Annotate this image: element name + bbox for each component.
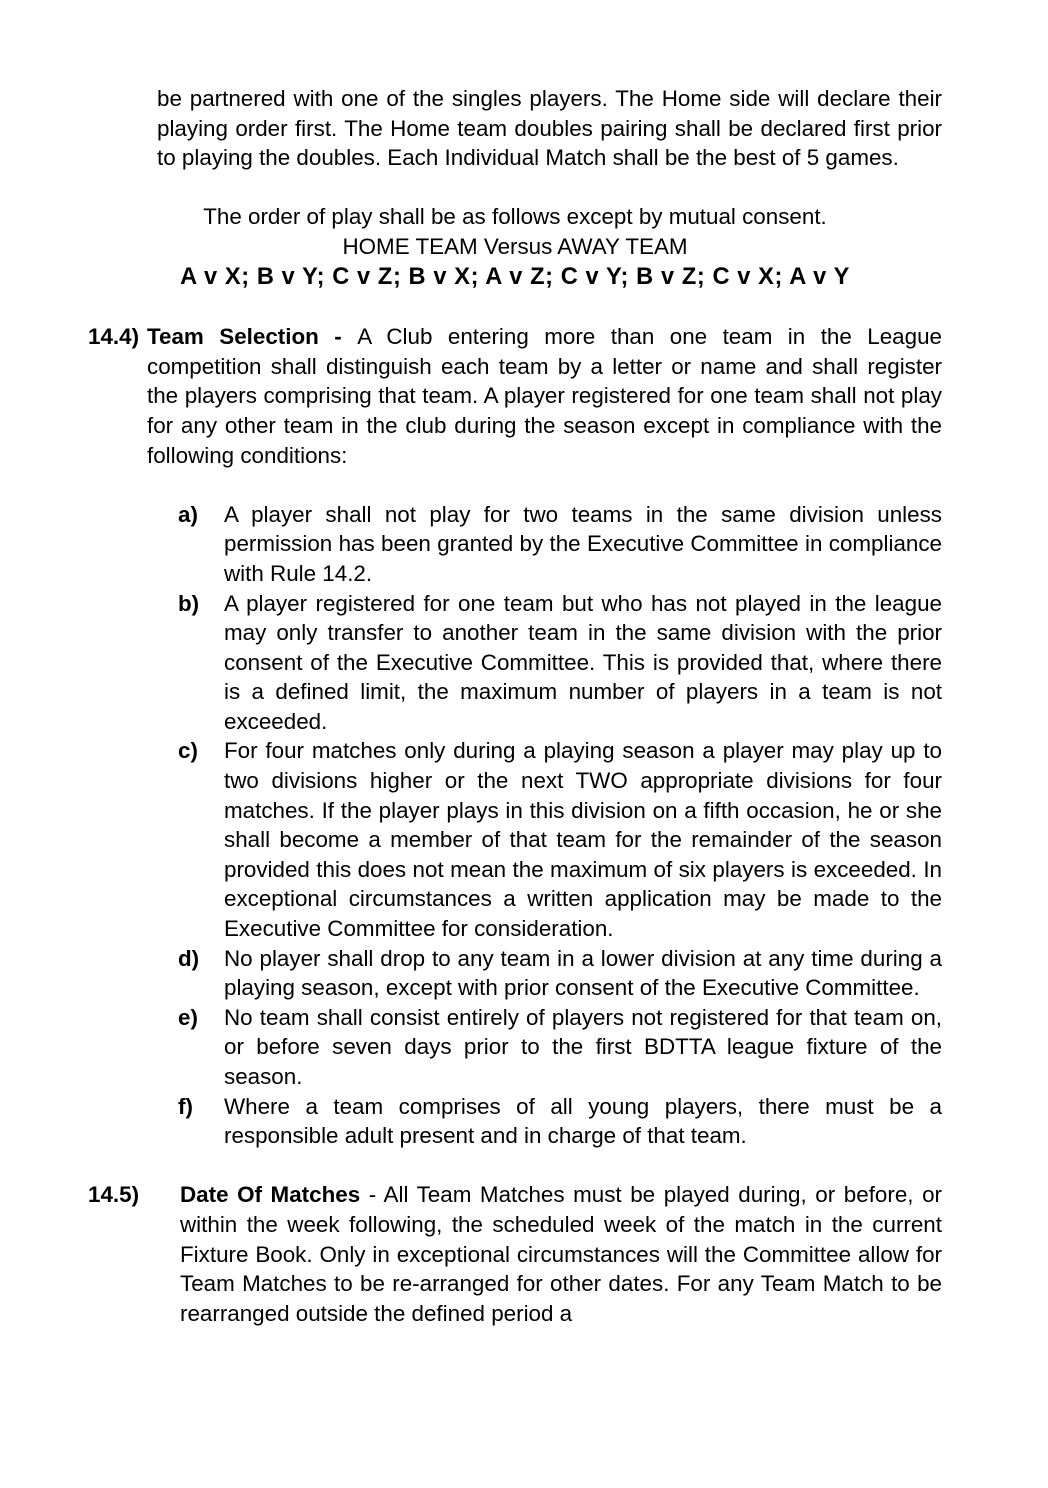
list-item-marker-f: f) — [178, 1093, 193, 1119]
list-item-marker-d: d) — [178, 945, 200, 971]
list-item-text-b: A player registered for one team but who has not played in the league may only transfer to another team in the same division with the prior consent of the Executive Committee. This is provided that, where there is a defined limit, the maximum number of players in a team is not exceeded. — [224, 590, 942, 734]
list-item-text-c: For four matches only during a playing season a player may play up to two divisions higher or the next TWO appropriate divisions for four matches. If the player plays in this division on a fifth occasion, he or she shall become a member of that team for the remainder of the season provided this does not mean the maximum of six players is exceeded. In exceptional circumstances a written application may be made to the Executive Committee for consideration. — [224, 738, 942, 942]
section-14-4 — [88, 322, 942, 470]
order-of-play-heading: HOME TEAM Versus AWAY TEAM — [342, 233, 688, 259]
list-item — [178, 1003, 942, 1092]
list-item — [178, 944, 942, 1003]
list-item — [178, 589, 942, 737]
section-14-4-sublist — [178, 500, 942, 1151]
section-14-4-body — [147, 322, 942, 470]
order-of-play-intro: The order of play shall be as follows except by mutual consent. — [203, 204, 827, 230]
list-item-marker-c: c) — [178, 738, 198, 764]
page-content — [88, 84, 942, 1328]
order-of-play-block — [88, 202, 942, 292]
list-item-text-f: Where a team comprises of all young players, there must be a responsible adult present and in charge of that team. — [224, 1093, 942, 1149]
list-item — [178, 1092, 942, 1151]
list-item-marker-e: e) — [178, 1004, 198, 1030]
section-14-4-separator: - — [318, 324, 358, 350]
section-14-5-separator: - — [360, 1182, 384, 1208]
section-14-5-number: 14.5) — [88, 1182, 140, 1208]
list-item — [178, 736, 942, 943]
section-14-5-body — [180, 1180, 942, 1328]
list-item-text-d: No player shall drop to any team in a lower division at any time during a playing season, except with prior consent of the Executive Committee. — [224, 945, 942, 1001]
list-item-text-e: No team shall consist entirely of players not registered for that team on, or before seven days prior to the first BDTTA league fixture of the season. — [224, 1004, 942, 1089]
section-14-4-number: 14.4) — [88, 324, 140, 350]
section-14-4-title: Team Selection — [147, 324, 319, 350]
section-14-5-text: All Team Matches must be played during, or before, or within the week following, the scheduled week of the match in the current Fixture Book. Only in exceptional circumstances will the Committee allow for Team Matches to be re-arranged for other dates. For any Team Match to be rearranged outside the defined period a — [180, 1182, 942, 1326]
intro-paragraph: be partnered with one of the singles players. The Home side will declare their playing order first. The Home team doubles pairing shall be declared first prior to playing the doubles. Each Individual Match shall be the best of 5 games. — [157, 86, 942, 171]
list-item-marker-a: a) — [178, 501, 198, 527]
list-item — [178, 500, 942, 589]
list-item-marker-b: b) — [178, 590, 200, 616]
section-14-4-text: A Club entering more than one team in the League competition shall distinguish each team by a letter or name and shall register the players comprising that team. A player registered for one team shall not play for any other team in the club during the season except in compliance with the following conditions: — [147, 324, 942, 468]
order-of-play-sequence: A v X; B v Y; C v Z; B v X; A v Z; C v Y; B v Z; C v X; A v Y — [180, 263, 850, 290]
section-14-5 — [88, 1180, 942, 1328]
list-item-text-a: A player shall not play for two teams in the same division unless permission has been granted by the Executive Committee in compliance with Rule 14.2. — [224, 501, 942, 586]
section-14-5-title: Date Of Matches — [180, 1182, 361, 1208]
